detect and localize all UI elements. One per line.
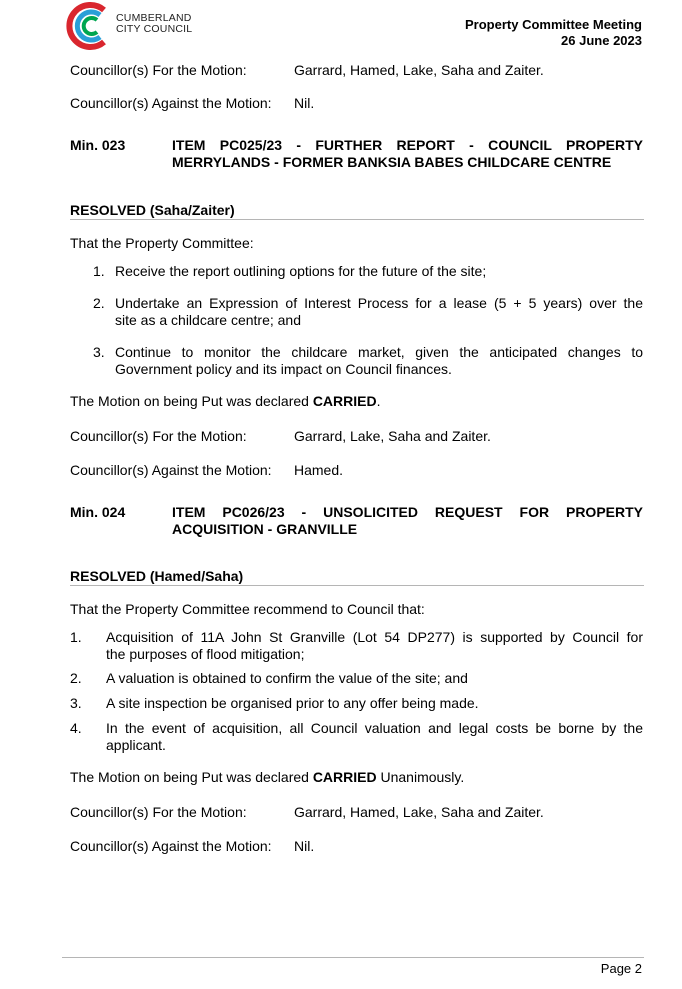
item1-motion-post: .	[376, 393, 381, 409]
prev-for-label: Councillor(s) For the Motion:	[70, 62, 247, 78]
item2-title-line-1: ITEM PC026/23 - UNSOLICITED REQUEST FOR PROPERTY	[172, 504, 643, 520]
item2-list-text-cont: applicant.	[106, 737, 166, 753]
item1-list-text: Receive the report outlining options for the future of the site;	[115, 263, 487, 279]
item1-for-names: Garrard, Lake, Saha and Zaiter.	[294, 428, 491, 444]
meeting-title: Property Committee Meeting	[465, 17, 642, 32]
item2-min-number: Min. 024	[70, 504, 126, 520]
item2-for-names: Garrard, Hamed, Lake, Saha and Zaiter.	[294, 804, 544, 820]
item2-resolved-rule	[70, 585, 644, 586]
item1-for-label: Councillor(s) For the Motion:	[70, 428, 247, 444]
item1-list-number: 3.	[93, 344, 105, 360]
item1-title-line-2: MERRYLANDS - FORMER BANKSIA BABES CHILDCARE CENTRE	[172, 154, 612, 170]
item2-against-label: Councillor(s) Against the Motion:	[70, 838, 272, 854]
prev-for-names: Garrard, Hamed, Lake, Saha and Zaiter.	[294, 62, 544, 78]
item1-resolved-rule	[70, 219, 644, 220]
item2-list-text: A site inspection be organised prior to any offer being made.	[106, 695, 479, 711]
item1-list-number: 2.	[93, 295, 105, 311]
logo-line-1: CUMBERLAND	[116, 12, 192, 24]
item2-list-text: A valuation is obtained to confirm the value of the site; and	[106, 670, 468, 686]
item1-list-text: Undertake an Expression of Interest Process for a lease (5 + 5 years) over the	[115, 295, 643, 311]
meeting-date: 26 June 2023	[561, 33, 642, 48]
footer-rule	[62, 957, 644, 958]
item1-motion-carried: CARRIED	[312, 393, 377, 409]
item2-list-text: Acquisition of 11A John St Granville (Lot 54 DP277) is supported by Council for	[106, 629, 643, 645]
item2-list-number: 3.	[70, 695, 82, 711]
item2-motion-post: Unanimously.	[376, 769, 465, 785]
council-logo	[64, 0, 199, 52]
item2-list-number: 1.	[70, 629, 82, 645]
item1-title-line-1: ITEM PC025/23 - FURTHER REPORT - COUNCIL PROPERTY	[172, 137, 643, 153]
item1-list-text: Continue to monitor the childcare market, given the anticipated changes to	[115, 344, 643, 360]
item2-list-text: In the event of acquisition, all Council valuation and legal costs be borne by the	[106, 720, 643, 736]
council-logo-icon	[64, 0, 114, 52]
item1-motion-result	[70, 393, 380, 410]
item2-resolved: RESOLVED (Hamed/Saha)	[70, 568, 244, 584]
item2-motion-result	[70, 769, 464, 786]
item1-min-number: Min. 023	[70, 137, 126, 153]
item2-against-names: Nil.	[294, 838, 315, 854]
prev-against-label: Councillor(s) Against the Motion:	[70, 95, 272, 111]
item2-list-number: 4.	[70, 720, 82, 736]
item1-against-names: Hamed.	[294, 462, 344, 478]
prev-against-names: Nil.	[294, 95, 315, 111]
item1-list-text-cont: site as a childcare centre; and	[115, 312, 301, 328]
item1-against-label: Councillor(s) Against the Motion:	[70, 462, 272, 478]
item2-motion-carried: CARRIED	[312, 769, 377, 785]
item2-title-line-2: ACQUISITION - GRANVILLE	[172, 521, 358, 537]
item2-motion-pre: The Motion on being Put was declared	[70, 769, 313, 785]
item2-for-label: Councillor(s) For the Motion:	[70, 804, 247, 820]
item2-intro: That the Property Committee recommend to Council that:	[70, 601, 425, 617]
item2-list-number: 2.	[70, 670, 82, 686]
item1-intro: That the Property Committee:	[70, 235, 254, 251]
item1-resolved: RESOLVED (Saha/Zaiter)	[70, 202, 235, 218]
logo-line-2: CITY COUNCIL	[116, 23, 193, 35]
page-number: Page 2	[600, 961, 642, 976]
item2-list-text-cont: the purposes of flood mitigation;	[106, 646, 305, 662]
item1-motion-pre: The Motion on being Put was declared	[70, 393, 313, 409]
item1-list-number: 1.	[93, 263, 105, 279]
item1-list-text-cont: Government policy and its impact on Council finances.	[115, 361, 452, 377]
